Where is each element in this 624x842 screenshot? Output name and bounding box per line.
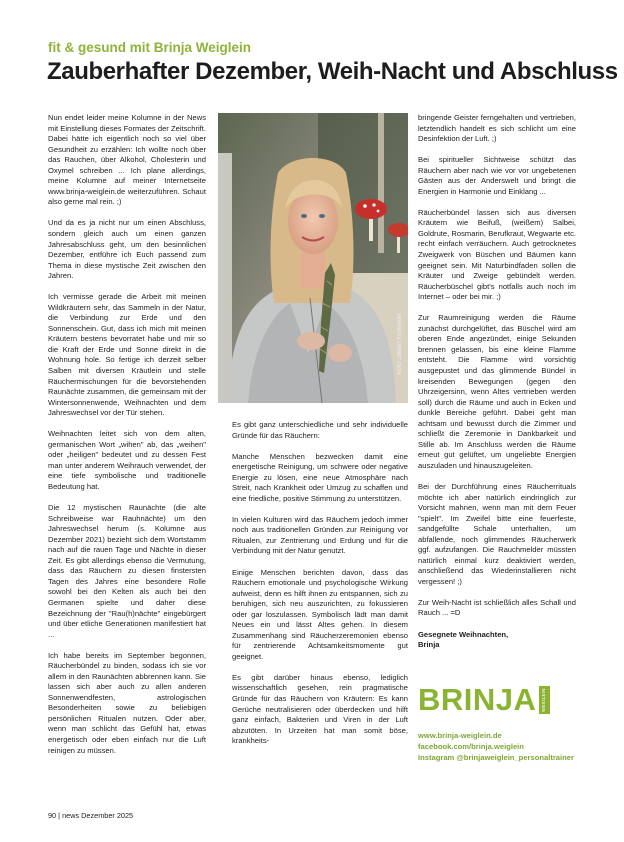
paragraph: Und da es ja nicht nur um einen Abschluss, sondern gleich auch um einen ganzen Jahresabschluss geht, um den besinnlichen Dezember, entführe ich Euch passend zum Thema in diese mystische Zeit zwischen den Jahren. (48, 218, 206, 281)
author-photo (218, 113, 408, 403)
paragraph: Zur Raumreinigung werden die Räume zunächst durchgelüftet, das Büschel wird am oberen Ende angezündet, einige Sekunden brennen gelassen, bis eine kleine Flamme entsteht. Die Flamme wird vorsichtig ausgepustet und das glimmende Bündel in kreisenden Bewegungen (gegen den Uhrzeigersinn, wenn Altes vertrieben werden soll) durch die Räume und auch in Ecken und dunkle Bereiche geführt. Dabei geht man achtsam und bewusst durch die Zimmer und schließt die Zeremonie in Dankbarkeit und Stille ab. Im Anschluss werden die Räume erneut gut gelüftet, um ungeliebte Energien auszuladen und hinauszugeleiten. (418, 313, 576, 470)
paragraph: Bei der Durchführung eines Räucherrituals möchte ich aber natürlich eindringlich zur Vorsicht mahnen, wenn man mit dem Feuer "spielt". Im Zweifel bitte eine feuerfeste, sandgefüllte Schale unterhalten, um abfallende, noch glimmendes Räucherwerk ggf. aufzufangen. Die Rauchmelder müssten natürlich einmal kurz deaktiviert werden, anschließend das Wiederinstallieren nicht vergessen! ;) (418, 481, 576, 586)
column-right (418, 113, 576, 665)
page-number: 90 (48, 811, 57, 820)
facebook-link[interactable]: facebook.com/brinja.weiglein (418, 742, 524, 751)
contact-links (418, 730, 574, 763)
paragraph: Ich vermisse gerade die Arbeit mit meinen Wildkräutern sehr, das Sammeln in der Natur, die Verbindung zur Erde und den Sonnenschein. Gut, dass ich mich mit meinen Kräutern bestens bevorratet habe und mir so die Kraft der Erde und Sonne direkt in die Wohnung hole. So fertige ich derzeit selber Salben mit diversen Kräutlein und stelle Räuchermischungen für die bevorstehenden Raunächte zusammen, die gemeinsam mit der Wintersonnenwende, Weihnachten und dem Jahreswechsel vor der Tür stehen. (48, 292, 206, 418)
footer-separator: | (58, 811, 61, 820)
page-footer (48, 811, 133, 820)
paragraph: In vielen Kulturen wird das Räuchern jedoch immer noch aus traditionellen Gründen zur Reinigung vor Ritualen, zur Zentrierung und Erdung und für die Verbindung mit der Natur genutzt. (232, 514, 408, 556)
paragraph: Bei spiritueller Sichtweise schützt das Räuchern aber nach wie vor vor ungebetenen Gästen aus der Anderswelt und bringt die Energien in Harmonie und Einklang ... (418, 155, 576, 196)
instagram-link[interactable]: Instagram @brinjaweiglein_personaltrainer (418, 753, 574, 762)
paragraph: Es gibt darüber hinaus ebenso, lediglich wissenschaftlich gesehen, rein pragmatische Gründe für das Räuchern von Kräutern: Es kann Gerüche neutralisieren oder überdecken und hilft ganz einfach, Bakterien und Viren in der Luft abzutöten. In Urzeiten hat man somit böse, krankheits- (232, 672, 408, 746)
brinja-logo (418, 683, 550, 717)
paragraph: Es gibt ganz unterschiedliche und sehr individuelle Gründe für das Räuchern: (232, 420, 408, 440)
paragraph: Einige Menschen berichten davon, dass das Räuchern emotionale und psychologische Wirkung aufweist, denn es hilft ihnen zu entspannen, sich zu beruhigen, sich neu auszurichten, zu fokussieren oder gar loszulassen. Symbolisch lädt man damit Neues ein und lässt Altes gehen. In diesem Zusammenhang sind Räucherzeremonien ebenso für zentrierende Achtsamkeitsmomente gut geeignet. (232, 567, 408, 661)
logo-wordmark: BRINJA (418, 682, 537, 717)
paragraph: Nun endet leider meine Kolumne in der News mit Einstellung dieses Formates der Zeitschrift. Dabei hätte ich eigentlich noch so viel über Gesundheit zu erzählen: Ich wollte noch über das Rauchen, über Alkohol, Cholesterin und Oxymel schreiben ... Ich plane allerdings, meine Kolumne auf meiner Internetseite www.brinja-weiglein.de weiterzuführen. Schaut also gerne mal rein. ;) (48, 113, 206, 207)
signoff-greeting: Gesegnete Weihnachten, (418, 629, 509, 639)
photo-credit: Foto: Stefan Kohlmeier (397, 313, 403, 375)
paragraph: bringende Geister ferngehalten und vertrieben, letztendlich handelt es sich schlicht um eine Desinfektion der Luft. ;) (418, 113, 576, 144)
paragraph: Manche Menschen bezwecken damit eine energetische Reinigung, um schwere oder negative Energie zu lösen, eine neue Atmosphäre nach Streit, nach Krankheit oder Umzug zu schaffen und eine friedliche, positive Stimmung zu unterstützen. (232, 451, 408, 503)
website-link[interactable]: www.brinja-weiglein.de (418, 731, 502, 740)
signoff-name: Brinja (418, 640, 440, 650)
section-kicker: fit & gesund mit Brinja Weiglein (48, 40, 252, 55)
column-left (48, 113, 206, 767)
signoff (418, 630, 576, 651)
paragraph: Weihnachten leitet sich von dem alten, germanischen Wort „wihen" ab, das „weihen" oder „heiligen" bedeutet und zu dessen Fest man unter anderem Weihrauch verwendet, der eine tiefe symbolische und traditionelle Bedeutung hat. (48, 429, 206, 491)
issue-label: news Dezember 2025 (62, 811, 134, 820)
article-title: Zauberhafter Dezember, Weih-Nacht und Abschluss (47, 58, 618, 85)
paragraph: Räucherbündel lassen sich aus diversen Kräutern wie Beifuß, (weißem) Salbei, Goldrute, Rosmarin, Berufkraut, Wegwarte etc. recht einfach verräuchern. Auch getrocknetes Zweigwerk von Büschen und Bäumen kann geeignet sein. Mit Naturbindfaden sollen die Kräuter und Zweige gebündelt werden. Räucherbüschel gibt's notfalls auch noch im Internet – oder bei mir. ;) (418, 207, 576, 302)
paragraph: Die 12 mystischen Raunächte (die alte Schreibweise war Rauhnächte) um den Jahreswechsel herum (s. Kolumne aus Dezember 2021) bezieht sich dem Wortstamm nach auf die rauen Tage und Nächte in dieser Zeit. Es gibt allerdings ebenso die Vermutung, dass das Räuchern zu diesen finstersten Tagen des Jahres eine besondere Rolle sowohl bei den Kelten als auch bei den Germanen spielte und daher diese Bezeichnung der "Rau(h)nächte" eingebürgert und über etliche Generationen manifestiert hat ... (48, 503, 206, 639)
logo-surname: WEIGLEIN (539, 686, 550, 714)
paragraph: Ich habe bereits im September begonnen, Räucherbündel zu binden, sodass ich sie vor allem in den Raunächten abbrennen kann. Sie lassen sich aber auch zu allen anderen Sonnenwendfesten, astrologischen Besonderheiten sowie zu beliebigen persönlichen Ritualen nutzen. Oder aber, wenn man schlicht das Gefühl hat, etwas energetisch oder eben einfach nur die Luft reinigen zu müssen. (48, 650, 206, 755)
paragraph: Zur Weih-Nacht ist schließlich alles Schall und Rauch ... =D (418, 597, 576, 618)
author-photo-illustration (218, 113, 408, 403)
column-middle (232, 420, 408, 757)
